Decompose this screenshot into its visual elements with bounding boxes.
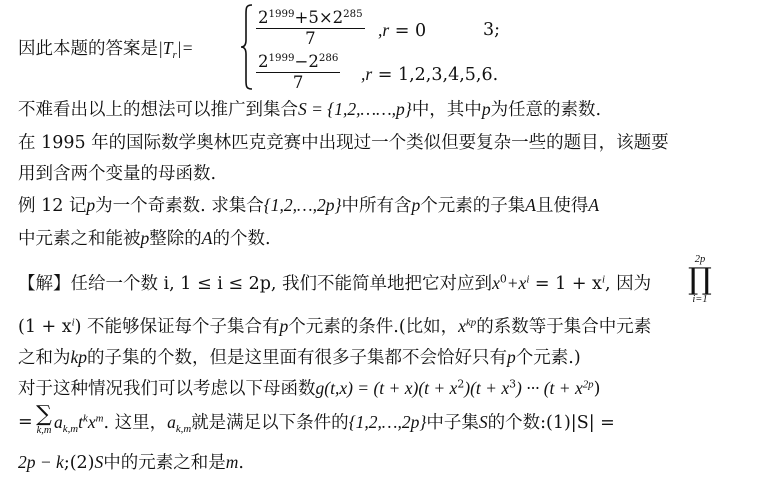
set-S: S = {1,2,……,p} <box>298 99 412 119</box>
case1-numerator: $2^{1999}+5\times 2^{285}$ <box>258 8 363 27</box>
case1-condition: ,r = 0 <box>378 20 427 41</box>
case2-condition: ,r = 1,2,3,4,5,6. <box>361 64 499 85</box>
answer-lhs <box>18 36 193 61</box>
case1-tail: 3; <box>483 20 501 40</box>
line-condition: $(1 + x^i)$ 不能够保证每个子集合有p个元素的条件.(比如，$x^{kp}$的系数等于集合中元素 <box>18 316 652 337</box>
line-eq-sign: = <box>18 412 33 432</box>
line-example-12: 例 12 记p为一个奇素数. 求集合{1,2,…,2p}中所有含p个元素的子集A且使得A <box>18 195 600 216</box>
line-conditions-end: 2p − k;(2)S中的元素之和是m. <box>18 452 244 473</box>
answer-piecewise <box>18 2 578 94</box>
line-solution-start: 【解】任给一个数 i, 1 ≤ i ≤ 2p, 我们不能简单地把它对应到$x^0+x^i = 1 + x^i$, 因为 <box>18 272 652 294</box>
line-two-variables: 用到含两个变量的母函数. <box>18 164 217 184</box>
case1-fraction <box>256 8 365 49</box>
case2-denominator: 7 <box>292 73 304 92</box>
abs-T: $|T_r|=$ <box>158 38 194 61</box>
line-generating-function: 对于这种情况我们可以考虑以下母函数$g(t,x) = (t + x)(t + x^2)(t + x^3)$ ··· $(t + x^{2p})$ <box>18 377 601 399</box>
left-brace <box>240 4 254 90</box>
case2-fraction <box>256 52 340 93</box>
sum-symbol: ∑ <box>36 402 52 427</box>
answer-intro: 因此本题的答案是 <box>18 39 158 59</box>
product-lower-limit: i=1 <box>692 294 708 305</box>
case1-denominator: 7 <box>305 29 316 48</box>
line-divisible: 中元素之和能被p整除的A的个数. <box>18 228 271 249</box>
line-coefficients: $a_{k,m}t^kx^m$. 这里，$a_{k,m}$就是满足以下条件的{1,2,…,2p}中子集S的个数:(1)|S| = <box>54 412 615 435</box>
line-imo-1995: 在 1995 年的国际数学奥林匹克竞赛中出现过一个类似但要复杂一些的题目，该题要 <box>18 133 669 153</box>
product-upper-limit: 2p <box>694 254 706 265</box>
case2-numerator: $2^{1999}-2^{286}$ <box>258 52 339 71</box>
line-subsets: 之和为kp的子集的个数，但是这里面有很多子集都不会恰好只有p个元素.) <box>18 347 581 368</box>
line-generalize: 不难看出以上的想法可以推广到集合S = {1,2,……,p}中，其中p为任意的素数. <box>18 99 602 120</box>
product-operator <box>680 254 720 306</box>
product-symbol: ∏ <box>688 262 712 297</box>
sum-subscript: k,m <box>36 425 52 436</box>
